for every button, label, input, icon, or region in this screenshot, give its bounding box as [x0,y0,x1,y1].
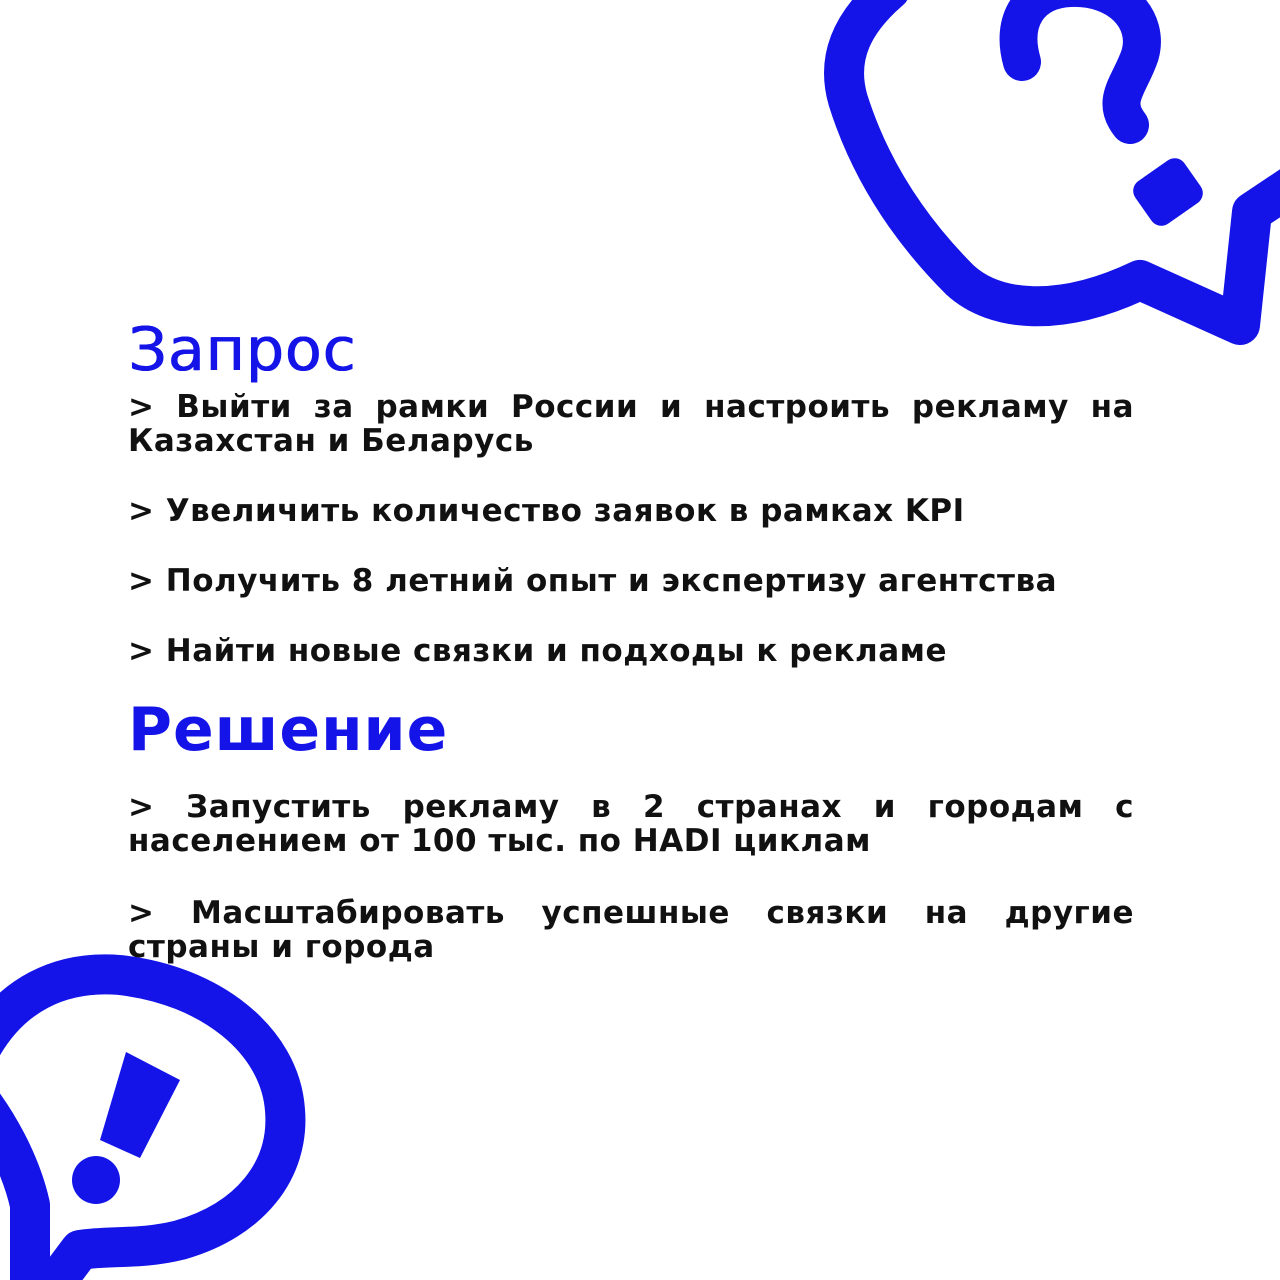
solution-title: Решение [128,695,449,765]
request-item-4: > Найти новые связки и подходы к рекламе [128,633,947,669]
request-list [128,390,1134,668]
solution-list [128,790,1134,964]
request-item-3: > Получить 8 летний опыт и экспертизу агентства [128,563,1058,599]
exclamation-mark-speech-bubble-icon [0,974,285,1280]
request-item-1: > Выйти за рамки России и настроить рекламу на Казахстан и Беларусь [128,389,1134,459]
request-title: Запрос [128,315,357,385]
content [128,316,1134,964]
solution-item-1: > Запустить рекламу в 2 странах и городам с населением от 100 тыс. по HADI циклам [128,789,1134,859]
solution-item-2: > Масштабировать успешные связки на другие страны и города [128,895,1134,965]
question-mark-speech-bubble-icon [844,0,1280,325]
request-item-2: > Увеличить количество заявок в рамках KPI [128,493,965,529]
